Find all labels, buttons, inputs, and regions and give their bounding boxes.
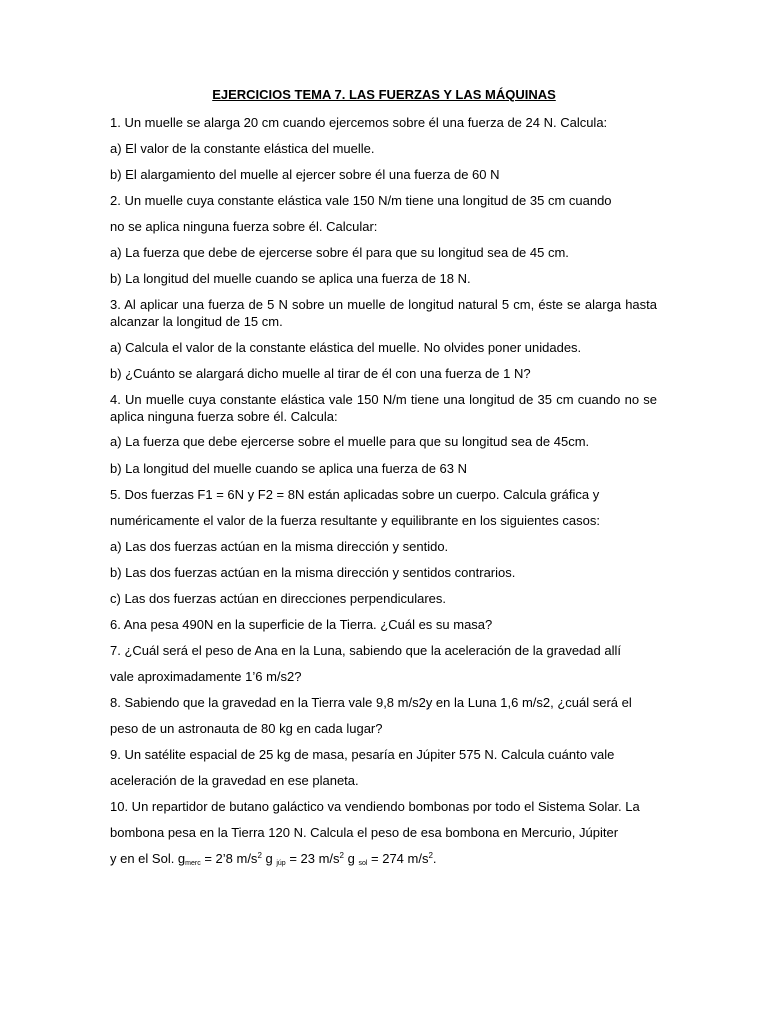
exercise-1b: b) El alargamiento del muelle al ejercer sobre él una fuerza de 60 N [110, 167, 500, 182]
gravity-end: . [432, 851, 437, 866]
gravity-sol-symbol: g [343, 851, 355, 866]
exercise-1a: a) El valor de la constante elástica del muelle. [110, 141, 375, 156]
exercise-5-cont: numéricamente el valor de la fuerza resultante y equilibrante en los siguientes casos: [110, 513, 600, 528]
exercise-5b: b) Las dos fuerzas actúan en la misma dirección y sentidos contrarios. [110, 565, 516, 580]
exercise-1: 1. Un muelle se alarga 20 cm cuando ejercemos sobre él una fuerza de 24 N. Calcula: [110, 115, 608, 130]
gravity-sol-subscript: sol [358, 860, 368, 867]
exercise-4a: a) La fuerza que debe ejercerse sobre el muelle para que su longitud sea de 45cm. [110, 434, 590, 449]
gravity-prefix: y en el Sol. g [110, 851, 186, 866]
exercise-2: 2. Un muelle cuya constante elástica vale 150 N/m tiene una longitud de 35 cm cuando [110, 193, 612, 208]
gravity-sol-exponent: 2 [428, 851, 433, 860]
exercise-9: 9. Un satélite espacial de 25 kg de masa, pesaría en Júpiter 575 N. Calcula cuánto vale [110, 747, 615, 762]
gravity-jup-symbol: g [261, 851, 273, 866]
exercise-5a: a) Las dos fuerzas actúan en la misma dirección y sentido. [110, 539, 449, 554]
exercise-2a: a) La fuerza que debe de ejercerse sobre él para que su longitud sea de 45 cm. [110, 245, 569, 260]
exercise-10-gravities [110, 850, 657, 867]
exercise-7: 7. ¿Cuál será el peso de Ana en la Luna, sabiendo que la aceleración de la gravedad allí [110, 643, 621, 658]
exercise-6: 6. Ana pesa 490N en la superficie de la Tierra. ¿Cuál es su masa? [110, 617, 493, 632]
exercise-4b: b) La longitud del muelle cuando se aplica una fuerza de 63 N [110, 461, 468, 476]
exercise-3: 3. Al aplicar una fuerza de 5 N sobre un muelle de longitud natural 5 cm, éste se alarga hasta alcanzar la longitud de 15 cm. [110, 297, 657, 329]
exercise-5c: c) Las dos fuerzas actúan en direcciones perpendiculares. [110, 591, 447, 606]
gravity-sol-value: = 274 m/s [367, 851, 429, 866]
exercise-4: 4. Un muelle cuya constante elástica vale 150 N/m tiene una longitud de 35 cm cuando no se aplica ninguna fuerza sobre él. Calcula: [110, 392, 657, 424]
exercise-3b: b) ¿Cuánto se alargará dicho muelle al tirar de él con una fuerza de 1 N? [110, 366, 531, 381]
gravity-merc-value: = 2’8 m/s [200, 851, 258, 866]
exercise-10-cont: bombona pesa en la Tierra 120 N. Calcula el peso de esa bombona en Mercurio, Júpiter [110, 825, 619, 840]
gravity-jup-exponent: 2 [339, 851, 344, 860]
exercise-3a: a) Calcula el valor de la constante elástica del muelle. No olvides poner unidades. [110, 340, 582, 355]
exercise-8-cont: peso de un astronauta de 80 kg en cada lugar? [110, 721, 383, 736]
page-title: EJERCICIOS TEMA 7. LAS FUERZAS Y LAS MÁQUINAS [212, 87, 556, 102]
exercise-7-cont: vale aproximadamente 1’6 m/s2? [110, 669, 302, 684]
exercise-10: 10. Un repartidor de butano galáctico va vendiendo bombonas por todo el Sistema Solar. La [110, 799, 640, 814]
exercise-8: 8. Sabiendo que la gravedad en la Tierra vale 9,8 m/s2y en la Luna 1,6 m/s2, ¿cuál será el [110, 695, 632, 710]
exercise-5: 5. Dos fuerzas F1 = 6N y F2 = 8N están aplicadas sobre un cuerpo. Calcula gráfica y [110, 487, 600, 502]
gravity-merc-subscript: merc [185, 860, 201, 867]
exercise-2b: b) La longitud del muelle cuando se aplica una fuerza de 18 N. [110, 271, 471, 286]
exercise-2-cont: no se aplica ninguna fuerza sobre él. Calcular: [110, 219, 378, 234]
gravity-jup-subscript: júp [276, 860, 286, 867]
gravity-jup-value: = 23 m/s [285, 851, 340, 866]
exercise-9-cont: aceleración de la gravedad en ese planeta. [110, 773, 359, 788]
gravity-merc-exponent: 2 [257, 851, 262, 860]
